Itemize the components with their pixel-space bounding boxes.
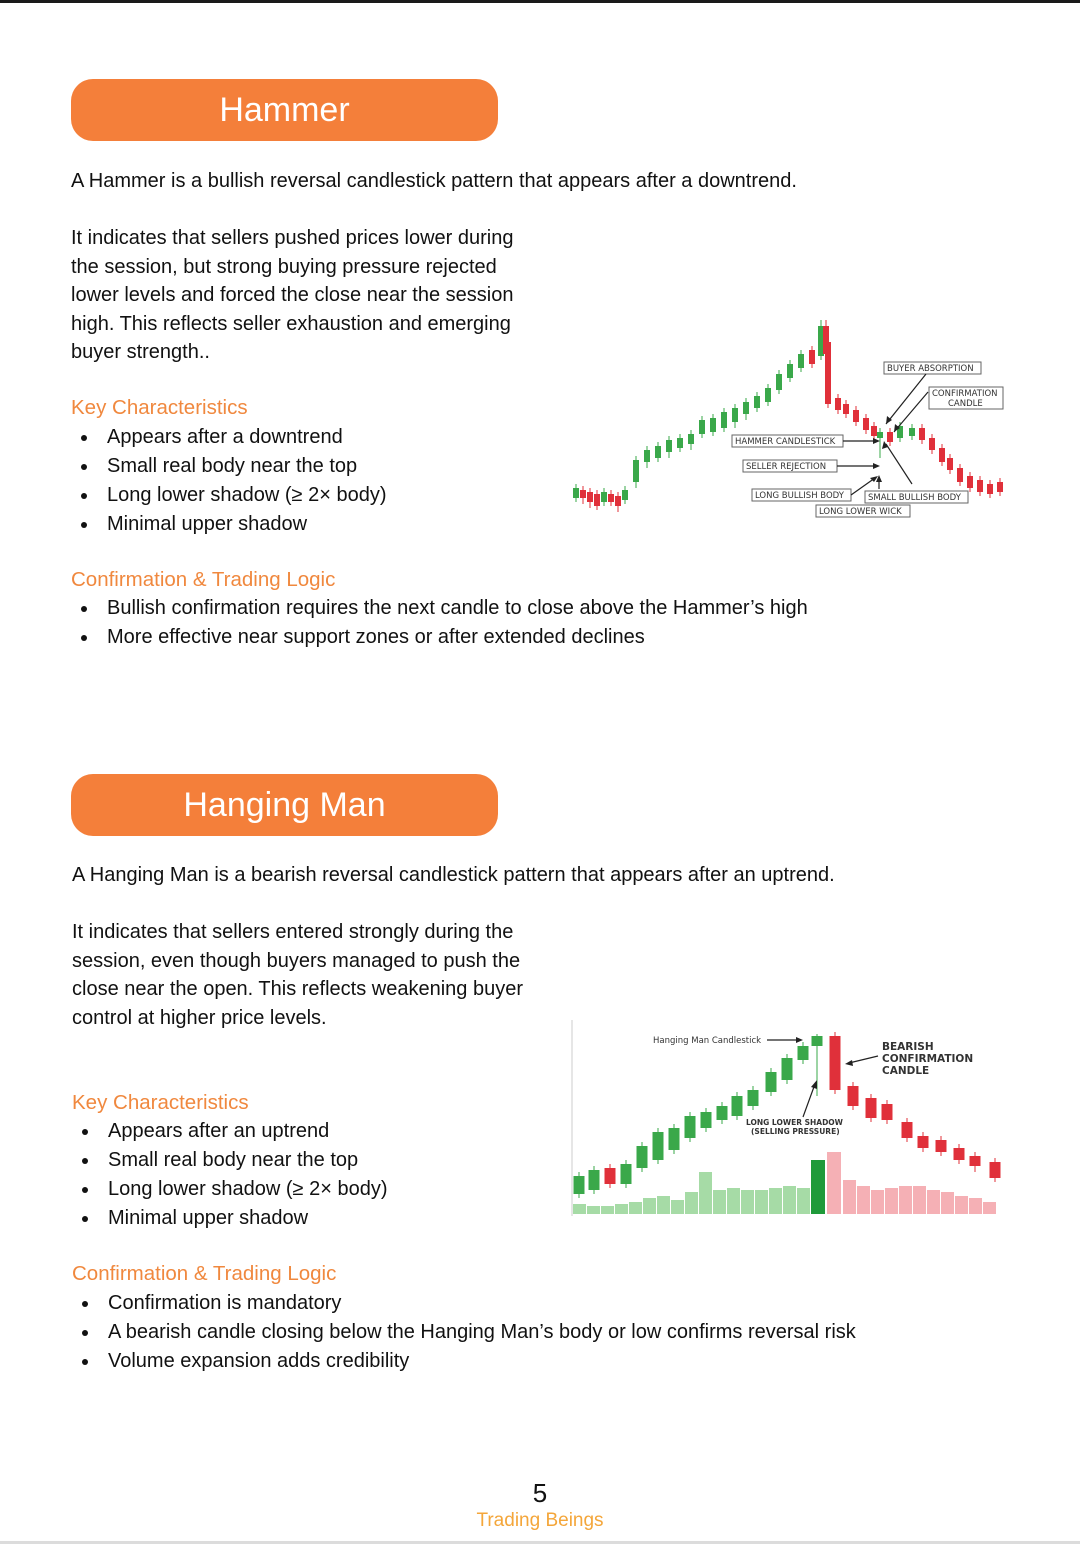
volume-bar	[871, 1190, 884, 1214]
candle	[622, 486, 628, 504]
hanging-man-pattern-illustration	[571, 1020, 1007, 1218]
candle	[589, 1166, 600, 1194]
candle	[574, 1172, 585, 1198]
volume-bar	[657, 1196, 670, 1214]
volume-bar	[857, 1186, 870, 1214]
label-confirmation: CONFIRMATION	[932, 389, 998, 399]
candle	[843, 400, 849, 418]
candle	[830, 1032, 841, 1094]
candle	[882, 1100, 893, 1124]
label-bearish: BEARISH	[882, 1041, 934, 1053]
list-item: Appears after a downtrend	[71, 423, 386, 452]
candle	[977, 476, 983, 496]
label-long-lower-shadow: LONG LOWER SHADOW	[746, 1118, 843, 1127]
candle	[848, 1082, 859, 1110]
hanging-man-key-heading: Key Characteristics	[72, 1091, 249, 1114]
hanging-man-description: It indicates that sellers entered strongly during the session, even though buyers managed to push the close near the open. This reflects weakening buyer control at higher price levels.	[72, 921, 524, 1029]
hammer-description: It indicates that sellers pushed prices lower during the session, but strong buying pressure rejected lower levels and forced the close near the session high. This reflects seller exhaustion and emerging buyer strength..	[71, 227, 514, 363]
candle	[608, 490, 614, 506]
label-confirmation: CONFIRMATION	[882, 1053, 974, 1065]
candle	[765, 384, 771, 406]
hammer-pattern-illustration	[570, 312, 1010, 522]
volume-bar	[955, 1196, 968, 1214]
hammer-confirm-list	[71, 594, 808, 652]
volume-bar	[699, 1172, 712, 1214]
volume-bar	[885, 1188, 898, 1214]
hanging-man-intro: A Hanging Man is a bearish reversal candlestick pattern that appears after an uptrend.	[72, 864, 835, 886]
volume-bar	[913, 1186, 926, 1214]
top-border	[0, 0, 1080, 3]
volume-bar	[727, 1188, 740, 1214]
list-item: Long lower shadow (≥ 2× body)	[71, 481, 386, 510]
candle	[573, 484, 579, 502]
candle	[653, 1128, 664, 1164]
candle	[601, 488, 607, 506]
hammer-key-list	[71, 423, 386, 539]
bottom-border	[0, 1541, 1080, 1544]
volume-bar	[713, 1190, 726, 1214]
candle	[677, 434, 683, 452]
volume-bar	[811, 1160, 825, 1214]
candle	[701, 1108, 712, 1132]
candle	[967, 472, 973, 492]
candle	[987, 480, 993, 498]
candle	[929, 434, 935, 454]
candle	[957, 464, 963, 486]
footer-brand: Trading Beings	[476, 1510, 604, 1531]
candle	[798, 350, 804, 372]
list-item: More effective near support zones or after extended declines	[71, 623, 808, 652]
candle	[787, 360, 793, 382]
volume-bar	[629, 1202, 642, 1214]
candle	[835, 394, 841, 414]
volume-bar	[783, 1186, 796, 1214]
candle	[936, 1136, 947, 1156]
candle	[688, 430, 694, 450]
hammer-candles	[573, 320, 1003, 512]
candle	[939, 444, 945, 466]
candle	[710, 414, 716, 436]
candle	[669, 1124, 680, 1154]
candle	[919, 424, 925, 444]
label-hanging-man-candlestick: Hanging Man Candlestick	[653, 1036, 762, 1046]
hanging-man-confirm-list	[72, 1289, 856, 1376]
candle	[997, 478, 1003, 496]
list-item: Minimal upper shadow	[72, 1204, 387, 1233]
candle	[721, 408, 727, 432]
candle	[580, 486, 586, 504]
volume-bar	[755, 1190, 768, 1214]
label-hammer-candlestick: HAMMER CANDLESTICK	[735, 437, 836, 447]
candle	[887, 428, 893, 446]
candle	[766, 1068, 777, 1096]
hammer-intro: A Hammer is a bullish reversal candlestick pattern that appears after a downtrend.	[71, 170, 797, 192]
list-item: Appears after an uptrend	[72, 1117, 387, 1146]
candle	[655, 442, 661, 462]
candle	[853, 406, 859, 426]
candle	[666, 436, 672, 458]
volume-bar	[671, 1200, 684, 1214]
candle	[587, 488, 593, 508]
list-item: Small real body near the top	[71, 452, 386, 481]
candle	[918, 1132, 929, 1152]
candle	[621, 1160, 632, 1188]
candle	[909, 424, 915, 440]
candle	[644, 446, 650, 468]
candle	[970, 1152, 981, 1172]
list-item: Long lower shadow (≥ 2× body)	[72, 1175, 387, 1204]
candle	[732, 1092, 743, 1120]
candle	[866, 1094, 877, 1122]
candle	[594, 490, 600, 510]
list-item: Minimal upper shadow	[71, 510, 386, 539]
hammer-key-heading: Key Characteristics	[71, 396, 248, 419]
candle	[947, 454, 953, 474]
candle	[902, 1118, 913, 1142]
candle	[699, 416, 705, 438]
candle	[809, 346, 815, 368]
label-buyer-absorption: BUYER ABSORPTION	[887, 364, 974, 374]
volume-bar	[797, 1188, 810, 1214]
candle	[798, 1042, 809, 1064]
volume-bar	[983, 1202, 996, 1214]
volume-bar	[573, 1204, 586, 1214]
hanging-man-volume-bars	[573, 1152, 996, 1214]
candle	[605, 1164, 616, 1188]
volume-bar	[587, 1206, 600, 1214]
volume-bar	[941, 1192, 954, 1214]
label-seller-rejection: SELLER REJECTION	[746, 462, 827, 472]
volume-bar	[769, 1188, 782, 1214]
candle	[871, 422, 877, 440]
volume-bar	[827, 1152, 841, 1214]
candle	[782, 1054, 793, 1084]
list-item: Volume expansion adds credibility	[72, 1347, 856, 1376]
candle	[615, 492, 621, 512]
list-item: A bearish candle closing below the Hanging Man’s body or low confirms reversal risk	[72, 1318, 856, 1347]
label-long-bullish-body: LONG BULLISH BODY	[755, 491, 844, 501]
candle	[633, 456, 639, 488]
volume-bar	[843, 1180, 856, 1214]
candle	[990, 1158, 1001, 1182]
candle	[954, 1144, 965, 1164]
list-item: Bullish confirmation requires the next candle to close above the Hammer’s high	[71, 594, 808, 623]
candle	[732, 404, 738, 428]
volume-bar	[685, 1192, 698, 1214]
volume-bar	[969, 1198, 982, 1214]
hanging-man-title: Hanging Man	[71, 774, 498, 836]
candle	[717, 1102, 728, 1124]
label-small-bullish-body: SMALL BULLISH BODY	[868, 493, 961, 503]
volume-bar	[899, 1186, 912, 1214]
volume-bar	[615, 1204, 628, 1214]
label-selling-pressure: (SELLING PRESSURE)	[751, 1127, 840, 1136]
volume-bar	[643, 1198, 656, 1214]
candle	[748, 1086, 759, 1110]
hammer-annotations	[732, 362, 1003, 517]
candle	[863, 414, 869, 434]
label-candle: CANDLE	[948, 399, 983, 409]
volume-bar	[927, 1190, 940, 1214]
label-candle: CANDLE	[882, 1065, 930, 1077]
page-number: 5	[532, 1478, 548, 1508]
candle	[743, 398, 749, 420]
candle	[877, 428, 883, 458]
list-item: Small real body near the top	[72, 1146, 387, 1175]
hanging-man-arrowheads	[796, 1037, 853, 1089]
volume-bar	[601, 1206, 614, 1214]
candle	[825, 336, 831, 408]
label-long-lower-wick: LONG LOWER WICK	[819, 507, 902, 517]
hanging-man-confirm-heading: Confirmation & Trading Logic	[72, 1262, 337, 1285]
hammer-title: Hammer	[71, 79, 498, 141]
list-item: Confirmation is mandatory	[72, 1289, 856, 1318]
hanging-man-key-list	[72, 1117, 387, 1233]
candle	[685, 1112, 696, 1142]
hammer-confirm-heading: Confirmation & Trading Logic	[71, 568, 336, 591]
volume-bar	[741, 1190, 754, 1214]
candle	[754, 392, 760, 412]
candle	[776, 370, 782, 394]
candle	[637, 1142, 648, 1172]
